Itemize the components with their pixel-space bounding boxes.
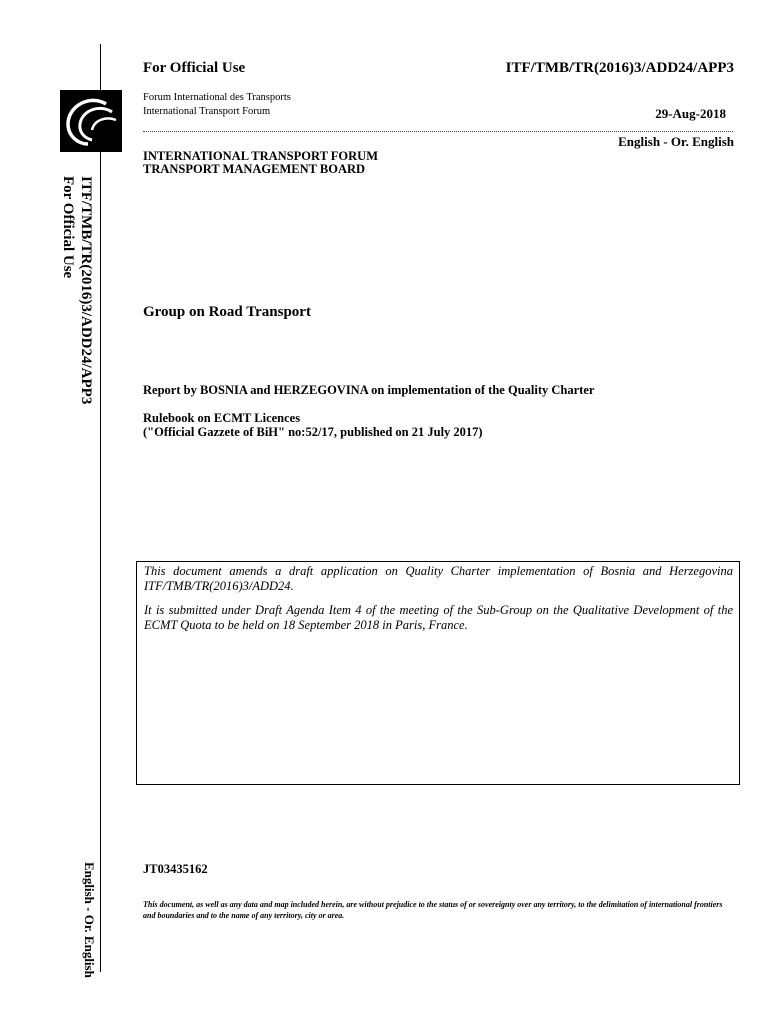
classification-label: For Official Use bbox=[143, 60, 246, 76]
note-box bbox=[136, 561, 740, 785]
note-paragraph: It is submitted under Draft Agenda Item 4 of the meeting of the Sub-Group on the Qualitative Development of the ECMT Quota to be held on 18 September 2018 in Paris, France. bbox=[144, 603, 733, 632]
doc-language: English - Or. English bbox=[618, 134, 734, 149]
header-rule bbox=[143, 131, 733, 132]
doc-date: 29-Aug-2018 bbox=[655, 106, 726, 121]
jt-number: JT03435162 bbox=[143, 862, 208, 876]
org-heading: INTERNATIONAL TRANSPORT FORUM bbox=[143, 149, 379, 163]
sidebar-classification: For Official Use bbox=[60, 176, 76, 279]
page-title: Group on Road Transport bbox=[143, 304, 311, 320]
rulebook-title: Rulebook on ECMT Licences bbox=[143, 411, 301, 425]
report-title: Report by BOSNIA and HERZEGOVINA on implementation of the Quality Charter bbox=[143, 383, 595, 397]
doc-code: ITF/TMB/TR(2016)3/ADD24/APP3 bbox=[505, 60, 734, 76]
itf-logo-icon bbox=[60, 90, 122, 152]
board-heading: TRANSPORT MANAGEMENT BOARD bbox=[143, 162, 366, 176]
rulebook-citation: ("Official Gazzete of BiH" no:52/17, published on 21 July 2017) bbox=[143, 425, 483, 439]
sidebar-language: English - Or. English bbox=[82, 862, 97, 978]
org-name-fr: Forum International des Transports bbox=[143, 92, 291, 103]
disclaimer: This document, as well as any data and map included herein, are without prejudice to the status of or sovereignty over any territory, to the delimitation of international frontiers and boundaries and to the name of any territory, city or area. bbox=[143, 900, 723, 920]
org-name-en: International Transport Forum bbox=[143, 106, 271, 117]
sidebar-divider bbox=[100, 44, 101, 972]
sidebar-doc-code: ITF/TMB/TR(2016)3/ADD24/APP3 bbox=[78, 176, 94, 405]
note-paragraph: This document amends a draft application on Quality Charter implementation of Bosnia and Herzegovina ITF/TMB/TR(2016)3/ADD24. bbox=[144, 564, 733, 593]
